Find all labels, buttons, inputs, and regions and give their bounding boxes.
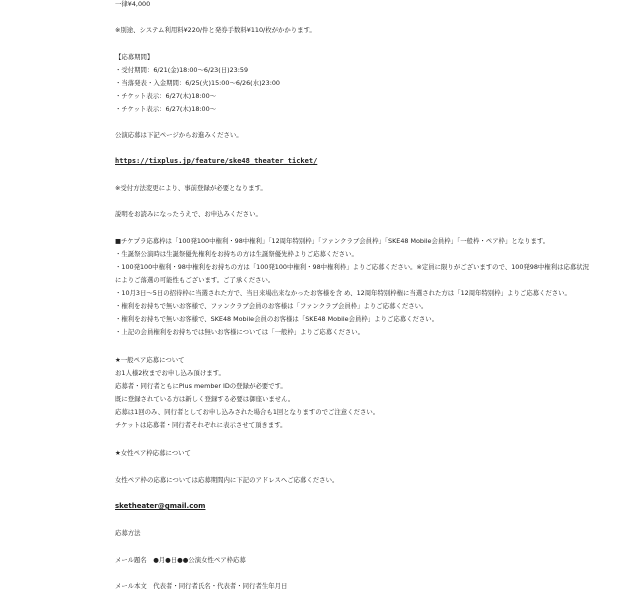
period-item: ・受付期間：6/21(金)18:00～6/23(日)23:59 (115, 66, 249, 74)
method-label: 応募方法 (115, 529, 141, 537)
pair-line: 応募は1回のみ、同行者としてお申し込みされた場合も1回となりますのでご注意ください。 (115, 408, 380, 416)
pair-line: チケットは応募者・同行者それぞれに表示させて頂きます。 (115, 421, 287, 429)
period-item: ・チケット表示：6/27(木)18:00～ (115, 105, 217, 113)
female-pair-heading: ★女性ペア枠応募について (115, 449, 191, 457)
mail-body: メール本文 代表者・同行者氏名・代表者・同行者生年月日 (115, 582, 288, 590)
rule-line: ・権利をお持ちで無いお客様で、ファンクラブ会員のお客様は「ファンクラブ会員枠」よりご応募ください。 (115, 302, 428, 310)
pair-line: 既に登録されている方は新しく登録する必要は御座いません。 (115, 395, 295, 403)
period-item: ・チケット表示：6/27(木)18:00～ (115, 92, 217, 100)
apply-note: 公演応募は下記ページからお進みください。 (115, 131, 243, 139)
period-heading: 【応募期間】 (115, 53, 154, 61)
rule-line: ・100発100中権利・98中権利をお持ちの方は「100発100中権利・98中権利枠」よりご応募ください。※定員に限りがございますので、100発98中権利は応募状況 (115, 263, 590, 271)
rule-line: ■チケプラ応募枠は「100発100中権利・98中権利」「12周年特別枠」「ファンクラブ会員枠」「SKE48 Mobile会員枠」「一般枠・ペア枠」となります。 (115, 237, 550, 245)
rule-line: ・上記の会員権利をお持ちでは無いお客様については「一般枠」よりご応募ください。 (115, 328, 365, 336)
register-note: ※受付方法変更により、事前登録が必要となります。 (115, 184, 267, 192)
rule-line: ・権利をお持ちで無いお客様で、SKE48 Mobile会員のお客様は「SKE48 Mobile会員枠」よりご応募ください。 (115, 315, 439, 323)
ticket-page-link[interactable]: https://tixplus.jp/feature/ske48_theater_ticket/ (115, 157, 318, 165)
female-pair-note: 女性ペア枠の応募については応募期間内に下記のアドレスへご応募ください。 (115, 476, 339, 484)
read-note: 説明をお読みになったうえで、お申込みください。 (115, 210, 262, 218)
mail-subject: メール題名 ●月●日●●公演女性ペア枠応募 (115, 556, 246, 564)
rule-line: ・生誕祭公演時は生誕祭優先権利をお持ちの方は生誕祭優先枠よりご応募ください。 (115, 250, 358, 258)
fee-note: ※別途、システム利用料¥220/件と発券手数料¥110/枚がかかります。 (115, 26, 316, 34)
rule-line: によりご落選の可能性もございます。ご了承ください。 (115, 276, 275, 284)
rule-line: ・10月3日～5日の招待枠に当選された方で、当日来場出来なかったお客様を含 め、12周年特別枠権に当選された方は「12周年特別枠」よりご応募ください。 (115, 289, 571, 297)
pair-line: お1人様2枚までお申し込み頂けます。 (115, 369, 225, 377)
price-text: 一律¥4,000 (115, 0, 151, 8)
email-link[interactable]: sketheater@gmail.com (115, 502, 206, 510)
pair-line: 応募者・同行者ともにPlus member IDの登録が必要です。 (115, 382, 287, 390)
period-item: ・当落発表・入金期間：6/25(火)15:00～6/26(水)23:00 (115, 79, 280, 87)
pair-heading: ★一般ペア応募について (115, 356, 185, 364)
